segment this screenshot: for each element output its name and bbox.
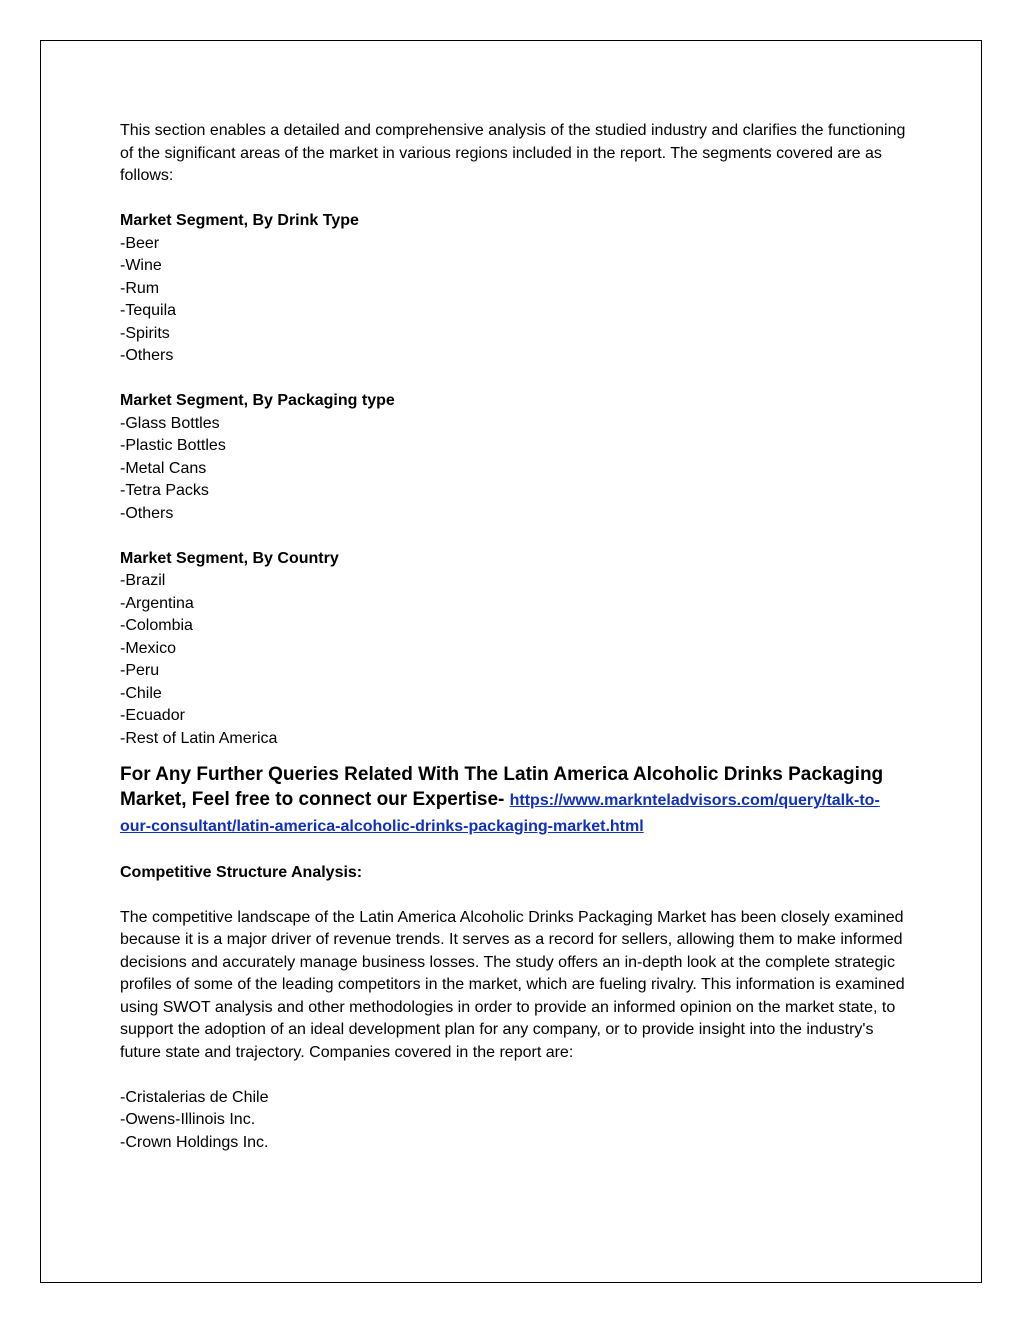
segment-title: Market Segment, By Drink Type [120, 212, 359, 229]
cta-paragraph [120, 762, 910, 839]
list-item: -Argentina [120, 594, 194, 612]
list-item: -Others [120, 347, 174, 364]
segment-country [120, 548, 910, 751]
list-item: -Tetra Packs [120, 482, 209, 499]
list-item: -Brazil [120, 572, 166, 589]
list-item: -Others [120, 504, 174, 522]
list-item: -Mexico [120, 639, 177, 657]
list-item: -Colombia [120, 617, 193, 634]
list-item: -Glass Bottles [120, 414, 220, 432]
query-link[interactable]: https://www.marknteladvisors.com/query/talk-to-our-consultant/latin-america-alcoholic-drinks-packaging-market.html [120, 792, 880, 835]
list-item: -Metal Cans [120, 459, 207, 477]
list-item: -Cristalerias de Chile [120, 1088, 269, 1106]
segment-title: Market Segment, By Packaging type [120, 392, 395, 409]
segment-packaging-type [120, 390, 910, 525]
competitive-paragraph: The competitive landscape of the Latin America Alcoholic Drinks Packaging Market has been closely examined because it is a major driver of revenue trends. It serves as a record for sellers, allowing them to make informed decisions and accurately manage business losses. The study offers an in-depth look at the complete strategic profiles of some of the leading competitors in the market, which are fueling rivalry. This information is examined using SWOT analysis and other methodologies in order to provide an informed opinion on the market state, to support the adoption of an ideal development plan for any company, or to provide insight into the industry's future state and trajectory. Companies covered in the report are: [120, 908, 905, 1061]
company-list [120, 1087, 910, 1155]
competitive-title: Competitive Structure Analysis: [120, 863, 363, 881]
list-item: -Owens-Illinois Inc. [120, 1111, 256, 1128]
cta-text: For Any Further Queries Related With The Latin America Alcoholic Drinks Packaging Market, Feel free to connect our Expertise- [120, 764, 884, 810]
list-item: -Wine [120, 257, 162, 274]
segment-title: Market Segment, By Country [120, 549, 339, 567]
list-item: -Tequila [120, 302, 177, 319]
list-item: -Crown Holdings Inc. [120, 1133, 269, 1151]
list-item: -Chile [120, 684, 162, 702]
list-item: -Spirits [120, 324, 170, 342]
list-item: -Ecuador [120, 707, 185, 724]
list-item: -Rum [120, 279, 160, 297]
list-item: -Plastic Bottles [120, 437, 226, 454]
list-item: -Peru [120, 662, 160, 679]
segment-drink-type [120, 210, 910, 368]
list-item: -Rest of Latin America [120, 729, 278, 747]
document-content [120, 120, 910, 1154]
list-item: -Beer [120, 234, 160, 252]
intro-paragraph: This section enables a detailed and comprehensive analysis of the studied industry and clarifies the functioning of the significant areas of the market in various regions included in the report. The segments covered are as follows: [120, 122, 906, 184]
